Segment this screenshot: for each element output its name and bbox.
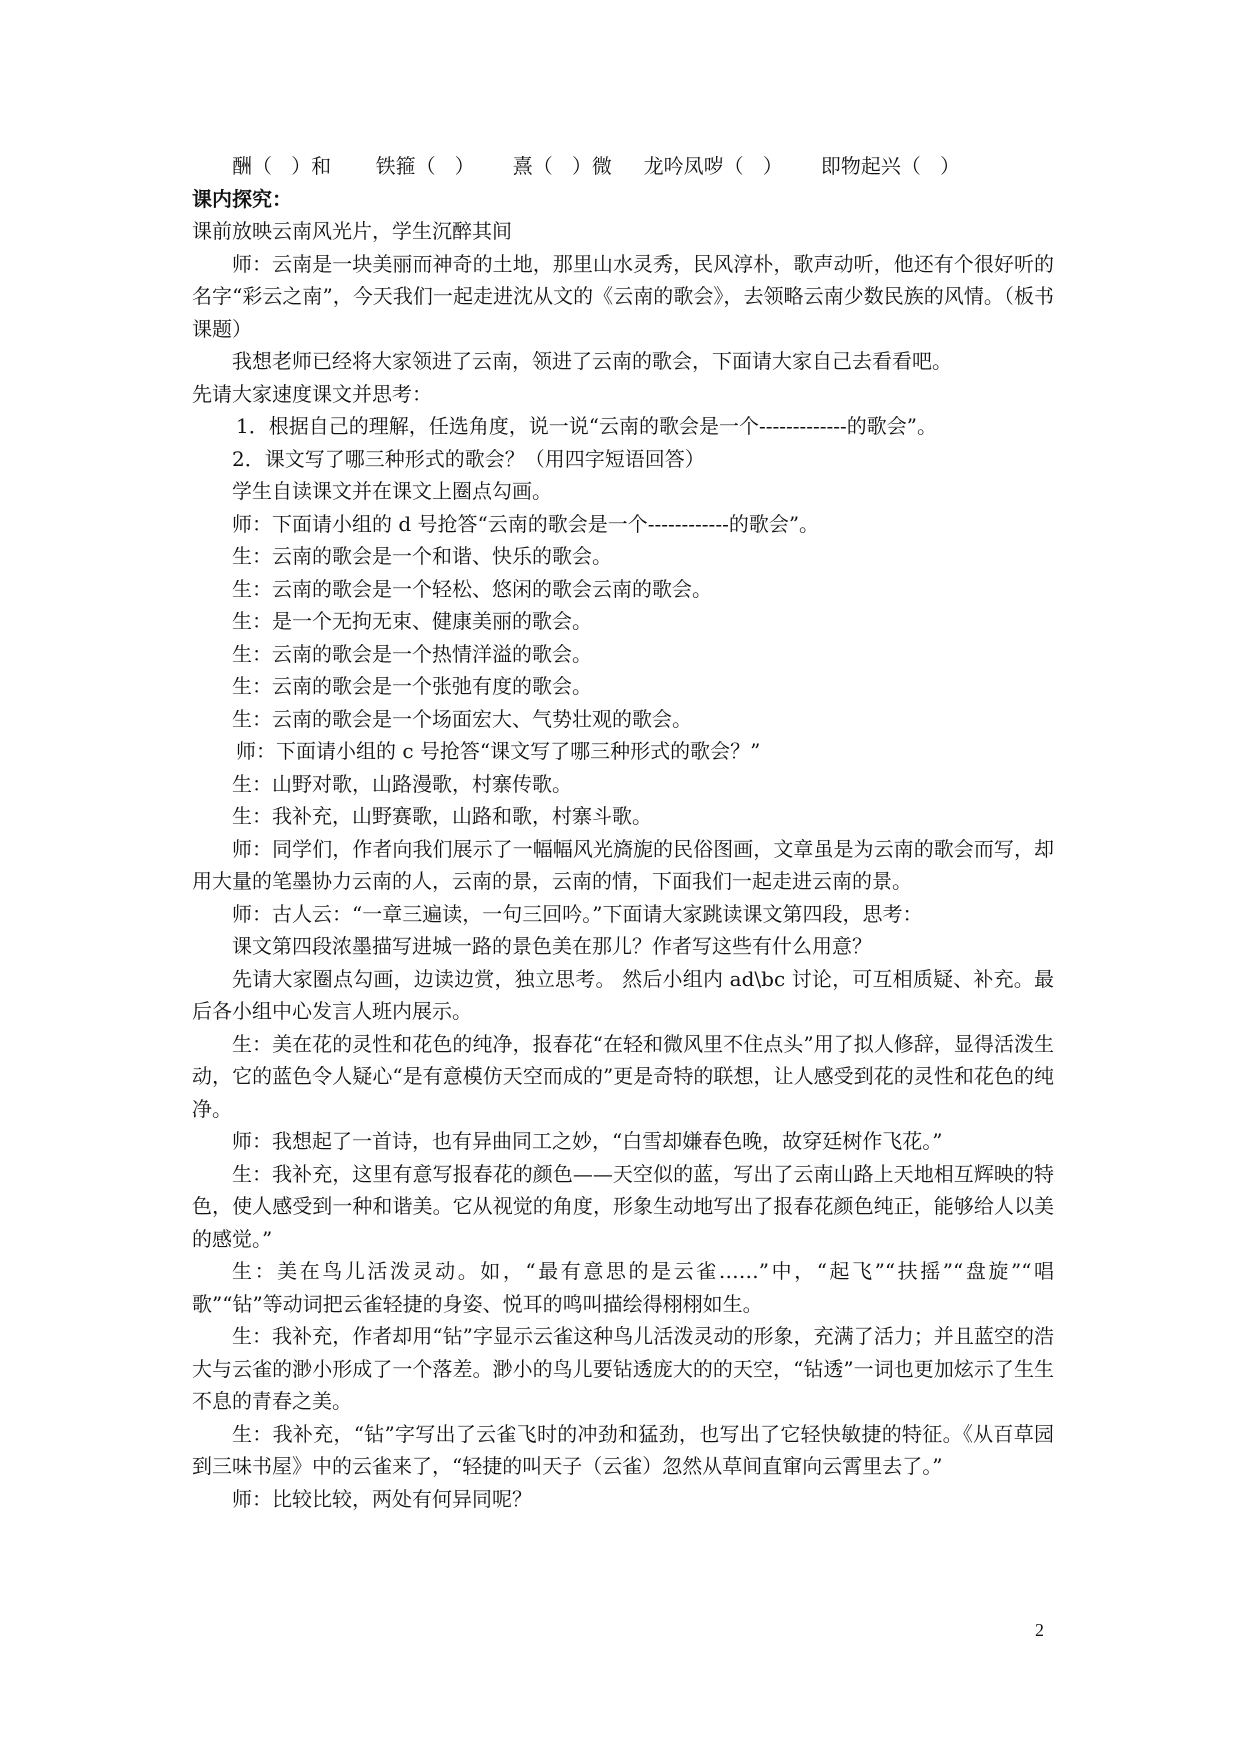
question-item: 1．根据自己的理解，任选角度，说一说“云南的歌会是一个-------------的歌会”。: [236, 414, 938, 438]
paragraph: 学生自读课文并在课文上圈点勾画。: [232, 479, 552, 503]
paragraph: 生：云南的歌会是一个和谐、快乐的歌会。: [232, 544, 612, 568]
question-item: 2．课文写了哪三种形式的歌会？（用四字短语回答）: [232, 446, 705, 471]
paragraph: 生：山野对歌，山路漫歌，村寨传歌。: [232, 771, 572, 796]
paragraph: 生：我补充，“钻”字写出了云雀飞时的冲劲和猛劲，也写出了它轻快敏捷的特征。《从百草园到三味书屋》中的云雀来了，“轻捷的叫天子（云雀）忽然从草间直窜向云霄里去了。”: [192, 1421, 1054, 1478]
paragraph: 生：美在花的灵性和花色的纯净，报春花“在轻和微风里不住点头”用了拟人修辞，显得活泼生动，它的蓝色令人疑心“是有意模仿天空而成的”更是奇特的联想，让人感受到花的灵性和花色的纯净。: [192, 1031, 1054, 1121]
paragraph: 生：我补充，山野赛歌，山路和歌，村寨斗歌。: [232, 804, 652, 828]
page-number: 2: [1035, 1620, 1044, 1640]
paragraph: 师：比较比较，两处有何异同呢？: [232, 1486, 532, 1511]
paragraph: 课前放映云南风光片，学生沉醉其间: [192, 219, 512, 243]
paragraph: 师：云南是一块美丽而神奇的土地，那里山水灵秀，民风淳朴，歌声动听，他还有个很好听的名字“彩云之南”，今天我们一起走进沈从文的《云南的歌会》，去领略云南少数民族的风情。（板书课题）: [192, 251, 1054, 341]
paragraph: 生：云南的歌会是一个轻松、悠闲的歌会云南的歌会。: [232, 576, 712, 601]
paragraph: 师：我想起了一首诗，也有异曲同工之妙，“白雪却嫌春色晚，故穿廷树作飞花。”: [232, 1129, 943, 1153]
paragraph: 师：古人云：“一章三遍读，一句三回吟。”下面请大家跳读课文第四段，思考：: [232, 901, 923, 926]
paragraph: 生：云南的歌会是一个热情洋溢的歌会。: [232, 641, 592, 666]
paragraph: 生：我补充，作者却用“钻”字显示云雀这种鸟儿活泼灵动的形象，充满了活力；并且蓝空的浩大与云雀的渺小形成了一个落差。渺小的鸟儿要钻透庞大的的天空，“钻透”一词也更加炫示了生生不息的青春之美。: [192, 1324, 1054, 1413]
paragraph: 师：同学们，作者向我们展示了一幅幅风光旖旎的民俗图画，文章虽是为云南的歌会而写，却用大量的笔墨协力云南的人，云南的景，云南的情，下面我们一起走进云南的景。: [192, 836, 1054, 893]
paragraph: 生：云南的歌会是一个张弛有度的歌会。: [232, 674, 592, 698]
paragraph: 师：下面请小组的 d 号抢答“云南的歌会是一个------------的歌会”。: [232, 511, 820, 536]
paragraph: 生：美在鸟儿活泼灵动。如，“最有意思的是云雀……”中，“起飞”“扶摇”“盘旋”“唱歌”“钻”等动词把云雀轻捷的身姿、悦耳的鸣叫描绘得栩栩如生。: [192, 1259, 1054, 1316]
paragraph: 生：我补充，这里有意写报春花的颜色——天空似的蓝，写出了云南山路上天地相互辉映的特色，使人感受到一种和谐美。它从视觉的角度，形象生动地写出了报春花颜色纯正，能够给人以美的感觉。”: [192, 1161, 1054, 1251]
paragraph: 课文第四段浓墨描写进城一路的景色美在那儿？作者写这些有什么用意？: [232, 934, 872, 958]
page-content: [192, 150, 1054, 1515]
paragraph: 先请大家圈点勾画，边读边赏，独立思考。 然后小组内 ad\bc 讨论，可互相质疑、补充。最后各小组中心发言人班内展示。: [192, 966, 1054, 1023]
paragraph: 我想老师已经将大家领进了云南，领进了云南的歌会，下面请大家自己去看看吧。: [232, 349, 952, 373]
paragraph: 生：云南的歌会是一个场面宏大、气势壮观的歌会。: [232, 706, 692, 731]
vocab-line: 酬（ ）和 铁箍（ ） 熹（ ）微 龙吟凤哕（ ） 即物起兴（ ）: [232, 154, 960, 178]
paragraph: 先请大家速度课文并思考：: [192, 381, 432, 406]
section-title: 课内探究：: [192, 186, 292, 211]
paragraph: 生：是一个无拘无束、健康美丽的歌会。: [232, 609, 592, 633]
paragraph: 师：下面请小组的 c 号抢答“课文写了哪三种形式的歌会？”: [236, 739, 761, 763]
